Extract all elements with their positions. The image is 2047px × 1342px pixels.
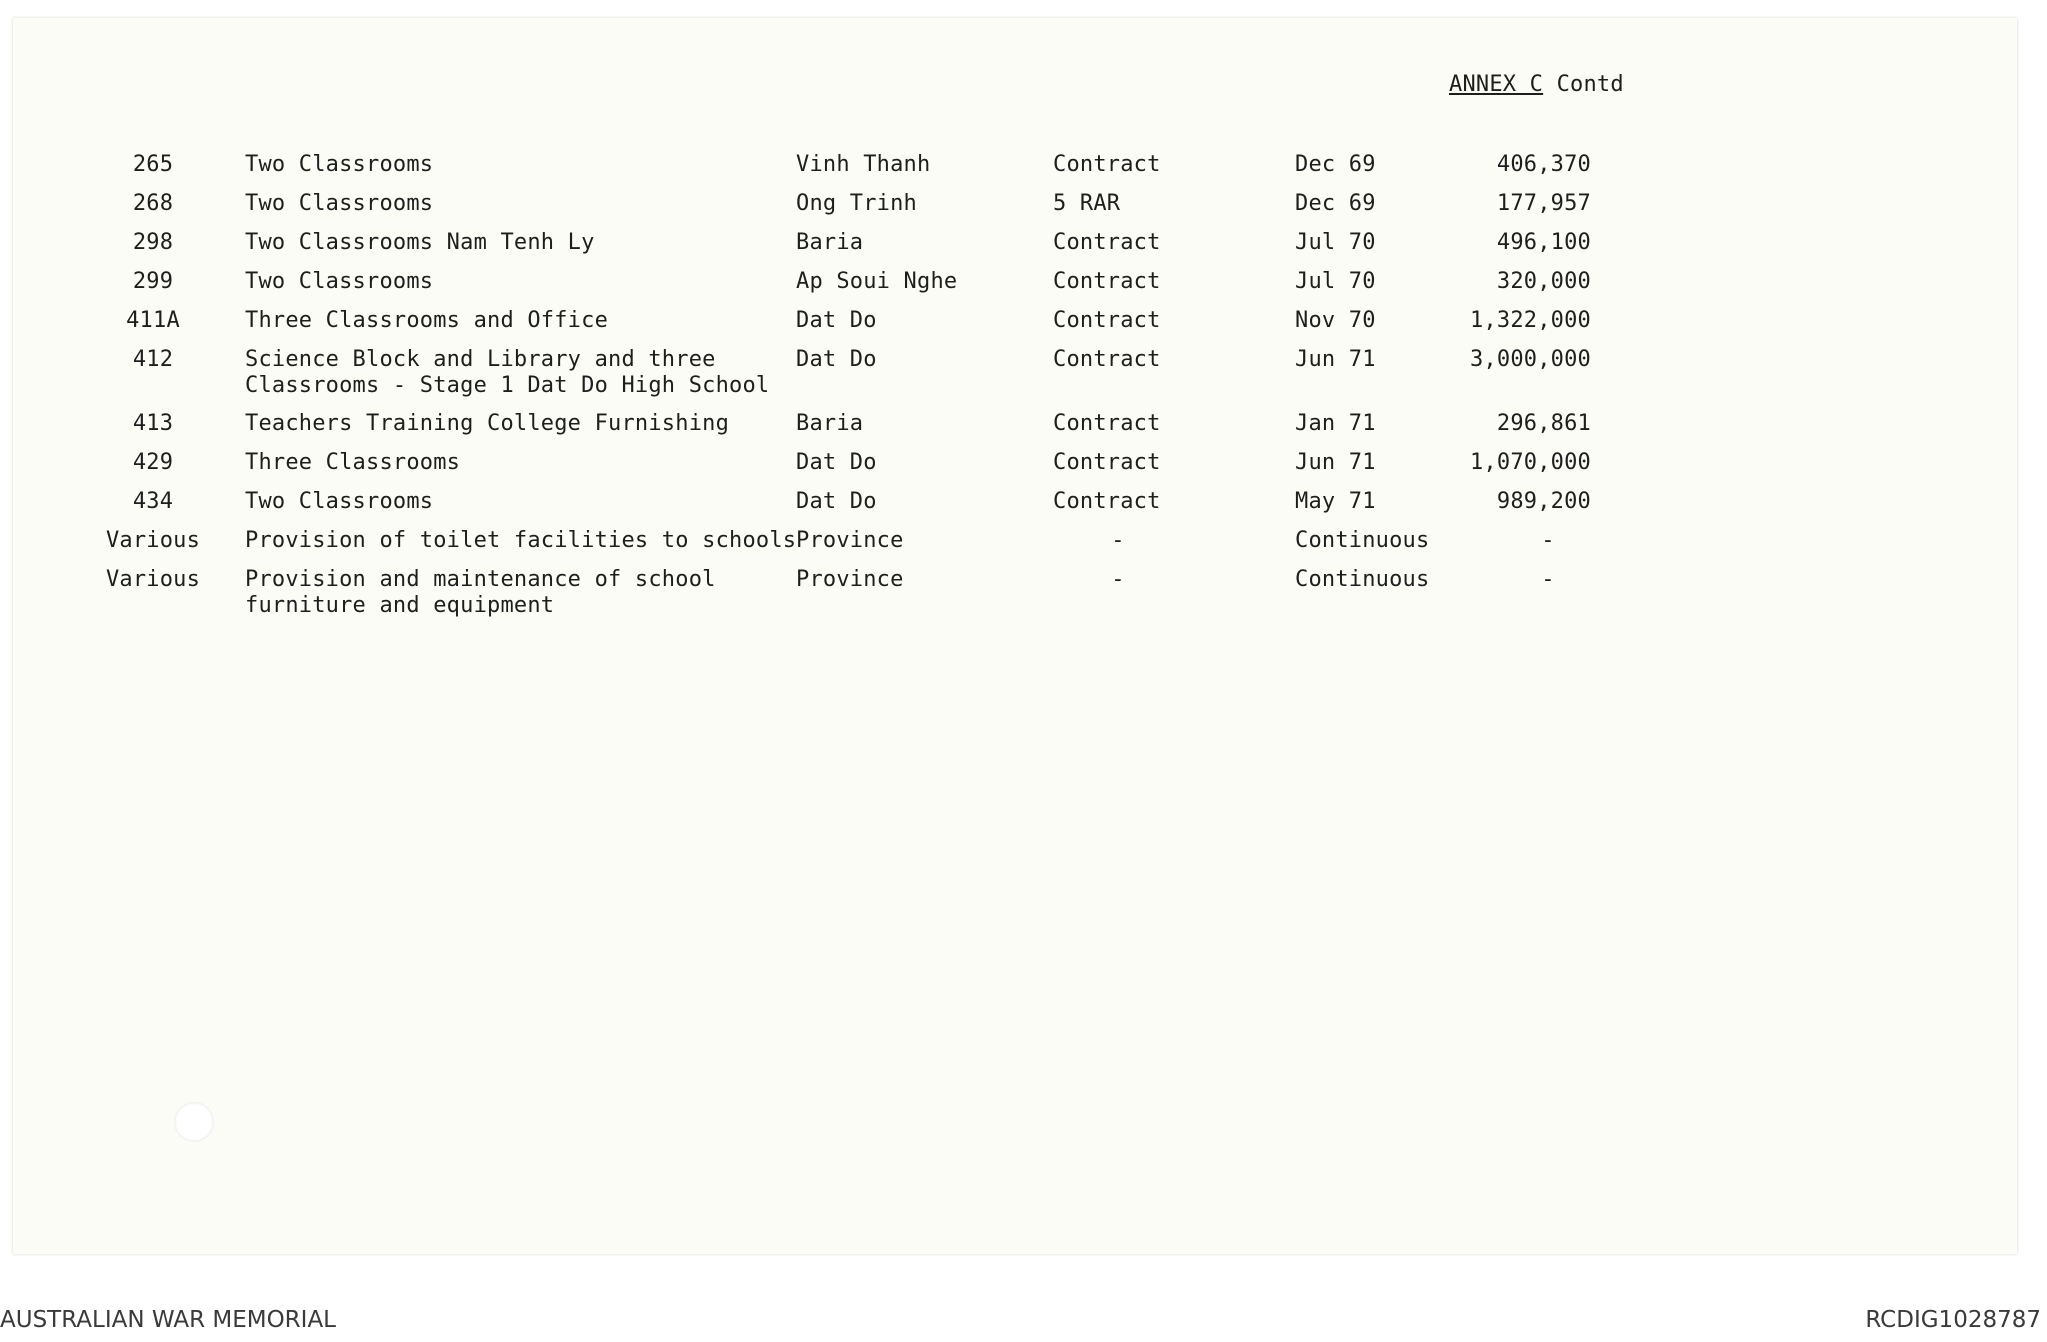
project-executed-by: - xyxy=(1111,528,1125,553)
annex-heading xyxy=(1449,72,1624,97)
project-number: 411A xyxy=(126,308,180,333)
project-amount: 1,322,000 xyxy=(1469,308,1591,333)
project-location: Province xyxy=(796,567,904,592)
project-completion-date: Jun 71 xyxy=(1295,450,1376,475)
project-completion-date: Jun 71 xyxy=(1295,347,1376,372)
footer-institution: AUSTRALIAN WAR MEMORIAL xyxy=(0,1307,336,1333)
project-description xyxy=(245,489,433,515)
project-executed-by: - xyxy=(1111,567,1125,592)
project-number: Various xyxy=(105,528,201,553)
project-description-line: Two Classrooms xyxy=(245,191,434,216)
project-location: Dat Do xyxy=(796,489,877,514)
project-executed-by: Contract xyxy=(1053,347,1161,372)
project-description xyxy=(245,230,595,256)
project-location: Vinh Thanh xyxy=(796,152,931,177)
project-amount: 1,070,000 xyxy=(1469,450,1591,475)
project-amount: 296,861 xyxy=(1496,411,1591,436)
project-completion-date: Jul 70 xyxy=(1295,230,1376,255)
project-description-line: Three Classrooms xyxy=(245,450,461,475)
project-location: Ong Trinh xyxy=(796,191,918,216)
project-completion-date: Continuous xyxy=(1295,528,1430,553)
annex-label: ANNEX C xyxy=(1449,72,1544,97)
project-description-line: Two Classrooms xyxy=(245,269,434,294)
project-description xyxy=(245,152,433,178)
project-number: 434 xyxy=(132,489,174,514)
project-number: 413 xyxy=(132,411,174,436)
project-number: 298 xyxy=(132,230,174,255)
project-description xyxy=(245,450,460,476)
project-description-line: Classrooms - Stage 1 Dat Do High School xyxy=(245,373,770,398)
project-description xyxy=(245,567,716,619)
project-amount: 496,100 xyxy=(1496,230,1591,255)
project-completion-date: Dec 69 xyxy=(1295,191,1376,216)
project-description xyxy=(245,191,433,217)
project-completion-date: May 71 xyxy=(1295,489,1376,514)
document-page xyxy=(13,18,2017,1254)
project-completion-date: Nov 70 xyxy=(1295,308,1376,333)
project-location: Dat Do xyxy=(796,308,877,333)
project-number: 412 xyxy=(132,347,174,372)
project-amount: - xyxy=(1541,567,1555,592)
project-description-line: furniture and equipment xyxy=(245,593,555,618)
project-description-line: Three Classrooms and Office xyxy=(245,308,609,333)
project-executed-by: Contract xyxy=(1053,308,1161,333)
project-executed-by: Contract xyxy=(1053,269,1161,294)
table-row xyxy=(13,567,2017,623)
table-row xyxy=(13,347,2017,403)
project-executed-by: Contract xyxy=(1053,450,1161,475)
project-completion-date: Dec 69 xyxy=(1295,152,1376,177)
project-amount: 406,370 xyxy=(1496,152,1591,177)
project-description xyxy=(245,411,729,437)
project-description-line: Two Classrooms Nam Tenh Ly xyxy=(245,230,595,255)
project-number: 299 xyxy=(132,269,174,294)
footer-reference: RCDIG1028787 xyxy=(1865,1307,2041,1333)
project-description xyxy=(245,269,433,295)
project-description xyxy=(245,347,769,399)
project-executed-by: Contract xyxy=(1053,230,1161,255)
project-location: Province xyxy=(796,528,904,553)
project-number: 429 xyxy=(132,450,174,475)
project-executed-by: Contract xyxy=(1053,411,1161,436)
project-number: Various xyxy=(105,567,201,592)
project-location: Dat Do xyxy=(796,450,877,475)
project-description-line: Science Block and Library and three xyxy=(245,347,716,372)
project-description-line: Two Classrooms xyxy=(245,152,434,177)
project-location: Baria xyxy=(796,230,864,255)
project-amount: 177,957 xyxy=(1496,191,1591,216)
project-amount: - xyxy=(1541,528,1555,553)
project-completion-date: Jul 70 xyxy=(1295,269,1376,294)
project-executed-by: 5 RAR xyxy=(1053,191,1121,216)
annex-suffix: Contd xyxy=(1556,72,1624,97)
project-amount: 989,200 xyxy=(1496,489,1591,514)
project-description-line: Two Classrooms xyxy=(245,489,434,514)
project-description xyxy=(245,528,796,554)
project-executed-by: Contract xyxy=(1053,489,1161,514)
project-completion-date: Jan 71 xyxy=(1295,411,1376,436)
project-amount: 3,000,000 xyxy=(1469,347,1591,372)
project-number: 268 xyxy=(132,191,174,216)
project-description-line: Provision of toilet facilities to schools xyxy=(245,528,797,553)
project-completion-date: Continuous xyxy=(1295,567,1430,592)
project-amount: 320,000 xyxy=(1496,269,1591,294)
project-executed-by: Contract xyxy=(1053,152,1161,177)
project-description-line: Teachers Training College Furnishing xyxy=(245,411,730,436)
project-location: Ap Soui Nghe xyxy=(796,269,958,294)
project-description-line: Provision and maintenance of school xyxy=(245,567,716,592)
project-location: Baria xyxy=(796,411,864,436)
project-description xyxy=(245,308,608,334)
punch-hole xyxy=(174,1102,214,1142)
project-number: 265 xyxy=(132,152,174,177)
project-location: Dat Do xyxy=(796,347,877,372)
